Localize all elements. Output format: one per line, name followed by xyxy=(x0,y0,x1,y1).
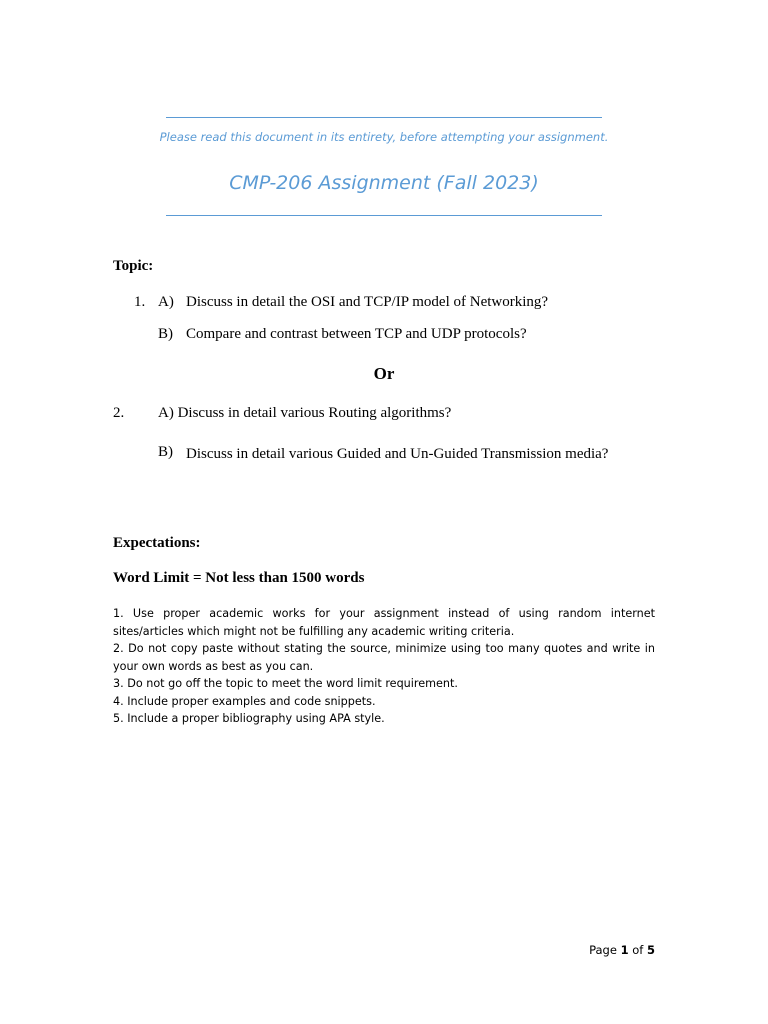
page-label: Page xyxy=(589,943,617,957)
question-2b-text: Discuss in detail various Guided and Un-Guided Transmission media? xyxy=(186,446,609,462)
of-label: of xyxy=(632,943,644,957)
header-rule-bottom xyxy=(166,215,602,216)
reading-notice: Please read this document in its entirety, before attempting your assignment. xyxy=(159,130,609,144)
expectation-item: 1. Use proper academic works for your assignment instead of using random internet sites/articles which might not be fulfilling any academic writing criteria. xyxy=(113,607,655,638)
header-rule-top xyxy=(166,117,602,118)
question-2b-letter: B) xyxy=(158,444,173,460)
topic-heading: Topic: xyxy=(113,258,154,274)
expectation-item: 2. Do not copy paste without stating the source, minimize using too many quotes and write in your own words as best as you can. xyxy=(113,642,655,673)
total-pages: 5 xyxy=(646,943,655,957)
current-page: 1 xyxy=(620,943,629,957)
word-limit: Word Limit = Not less than 1500 words xyxy=(113,570,365,586)
expectations-list xyxy=(113,605,655,728)
expectation-item: 3. Do not go off the topic to meet the word limit requirement. xyxy=(113,677,458,690)
document-title: CMP-206 Assignment (Fall 2023) xyxy=(229,172,539,194)
page-footer xyxy=(560,943,655,957)
question-1b-text: Compare and contrast between TCP and UDP protocols? xyxy=(186,326,527,342)
question-1b-letter: B) xyxy=(158,326,173,342)
expectation-item: 5. Include a proper bibliography using APA style. xyxy=(113,712,385,725)
question-2a-text: A) Discuss in detail various Routing algorithms? xyxy=(158,405,452,421)
question-1a-text: Discuss in detail the OSI and TCP/IP model of Networking? xyxy=(186,294,549,310)
expectation-item: 4. Include proper examples and code snippets. xyxy=(113,694,376,708)
question-2-number: 2. xyxy=(113,405,125,421)
question-1-number: 1. xyxy=(134,294,146,310)
question-1a-letter: A) xyxy=(158,294,174,310)
or-separator: Or xyxy=(373,364,395,383)
expectations-heading: Expectations: xyxy=(113,535,201,551)
